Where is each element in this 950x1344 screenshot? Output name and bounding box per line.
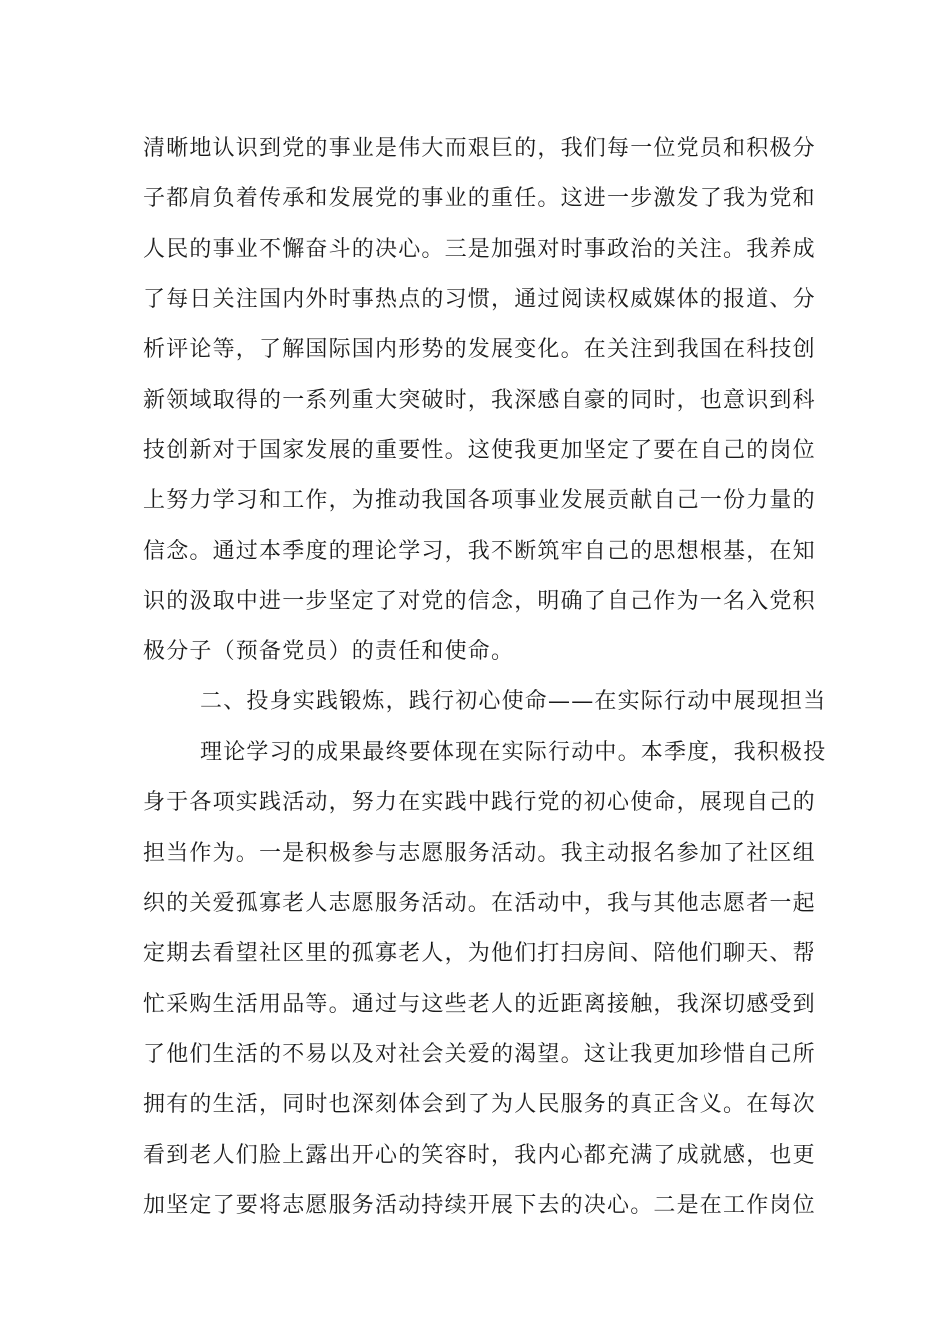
text-line: 织的关爱孤寡老人志愿服务活动。在活动中，我与其他志愿者一起: [143, 891, 816, 916]
text-line: 看到老人们脸上露出开心的笑容时，我内心都充满了成就感，也更: [143, 1143, 816, 1168]
text-line: 子都肩负着传承和发展党的事业的重任。这进一步激发了我为党和: [143, 186, 816, 211]
text-line: 拥有的生活，同时也深刻体会到了为人民服务的真正含义。在每次: [143, 1092, 816, 1117]
text-line: 忙采购生活用品等。通过与这些老人的近距离接触，我深切感受到: [143, 992, 816, 1017]
text-line: 识的汲取中进一步坚定了对党的信念，明确了自己作为一名入党积: [143, 589, 816, 614]
text-line: 信念。通过本季度的理论学习，我不断筑牢自己的思想根基，在知: [143, 539, 816, 564]
text-line: 加坚定了要将志愿服务活动持续开展下去的决心。二是在工作岗位: [143, 1193, 816, 1218]
text-line: 了每日关注国内外时事热点的习惯，通过阅读权威媒体的报道、分: [143, 287, 816, 312]
text-line: 技创新对于国家发展的重要性。这使我更加坚定了要在自己的岗位: [143, 438, 816, 463]
text-line: 人民的事业不懈奋斗的决心。三是加强对时事政治的关注。我养成: [143, 237, 816, 262]
text-line: 新领域取得的一系列重大突破时，我深感自豪的同时，也意识到科: [143, 388, 816, 413]
text-line: 定期去看望社区里的孤寡老人，为他们打扫房间、陪他们聊天、帮: [143, 941, 816, 966]
text-line: 了他们生活的不易以及对社会关爱的渴望。这让我更加珍惜自己所: [143, 1042, 816, 1067]
text-line: 极分子（预备党员）的责任和使命。: [143, 639, 515, 664]
text-line: 上努力学习和工作，为推动我国各项事业发展贡献自己一份力量的: [143, 488, 816, 513]
text-line: 身于各项实践活动，努力在实践中践行党的初心使命，展现自己的: [143, 790, 816, 815]
section-heading: 二、投身实践锻炼，践行初心使命——在实际行动中展现担当: [200, 689, 827, 714]
text-line: 理论学习的成果最终要体现在实际行动中。本季度，我积极投: [200, 740, 827, 765]
text-line: 清晰地认识到党的事业是伟大而艰巨的，我们每一位党员和积极分: [143, 136, 816, 161]
text-line: 担当作为。一是积极参与志愿服务活动。我主动报名参加了社区组: [143, 841, 816, 866]
text-line: 析评论等，了解国际国内形势的发展变化。在关注到我国在科技创: [143, 337, 816, 362]
